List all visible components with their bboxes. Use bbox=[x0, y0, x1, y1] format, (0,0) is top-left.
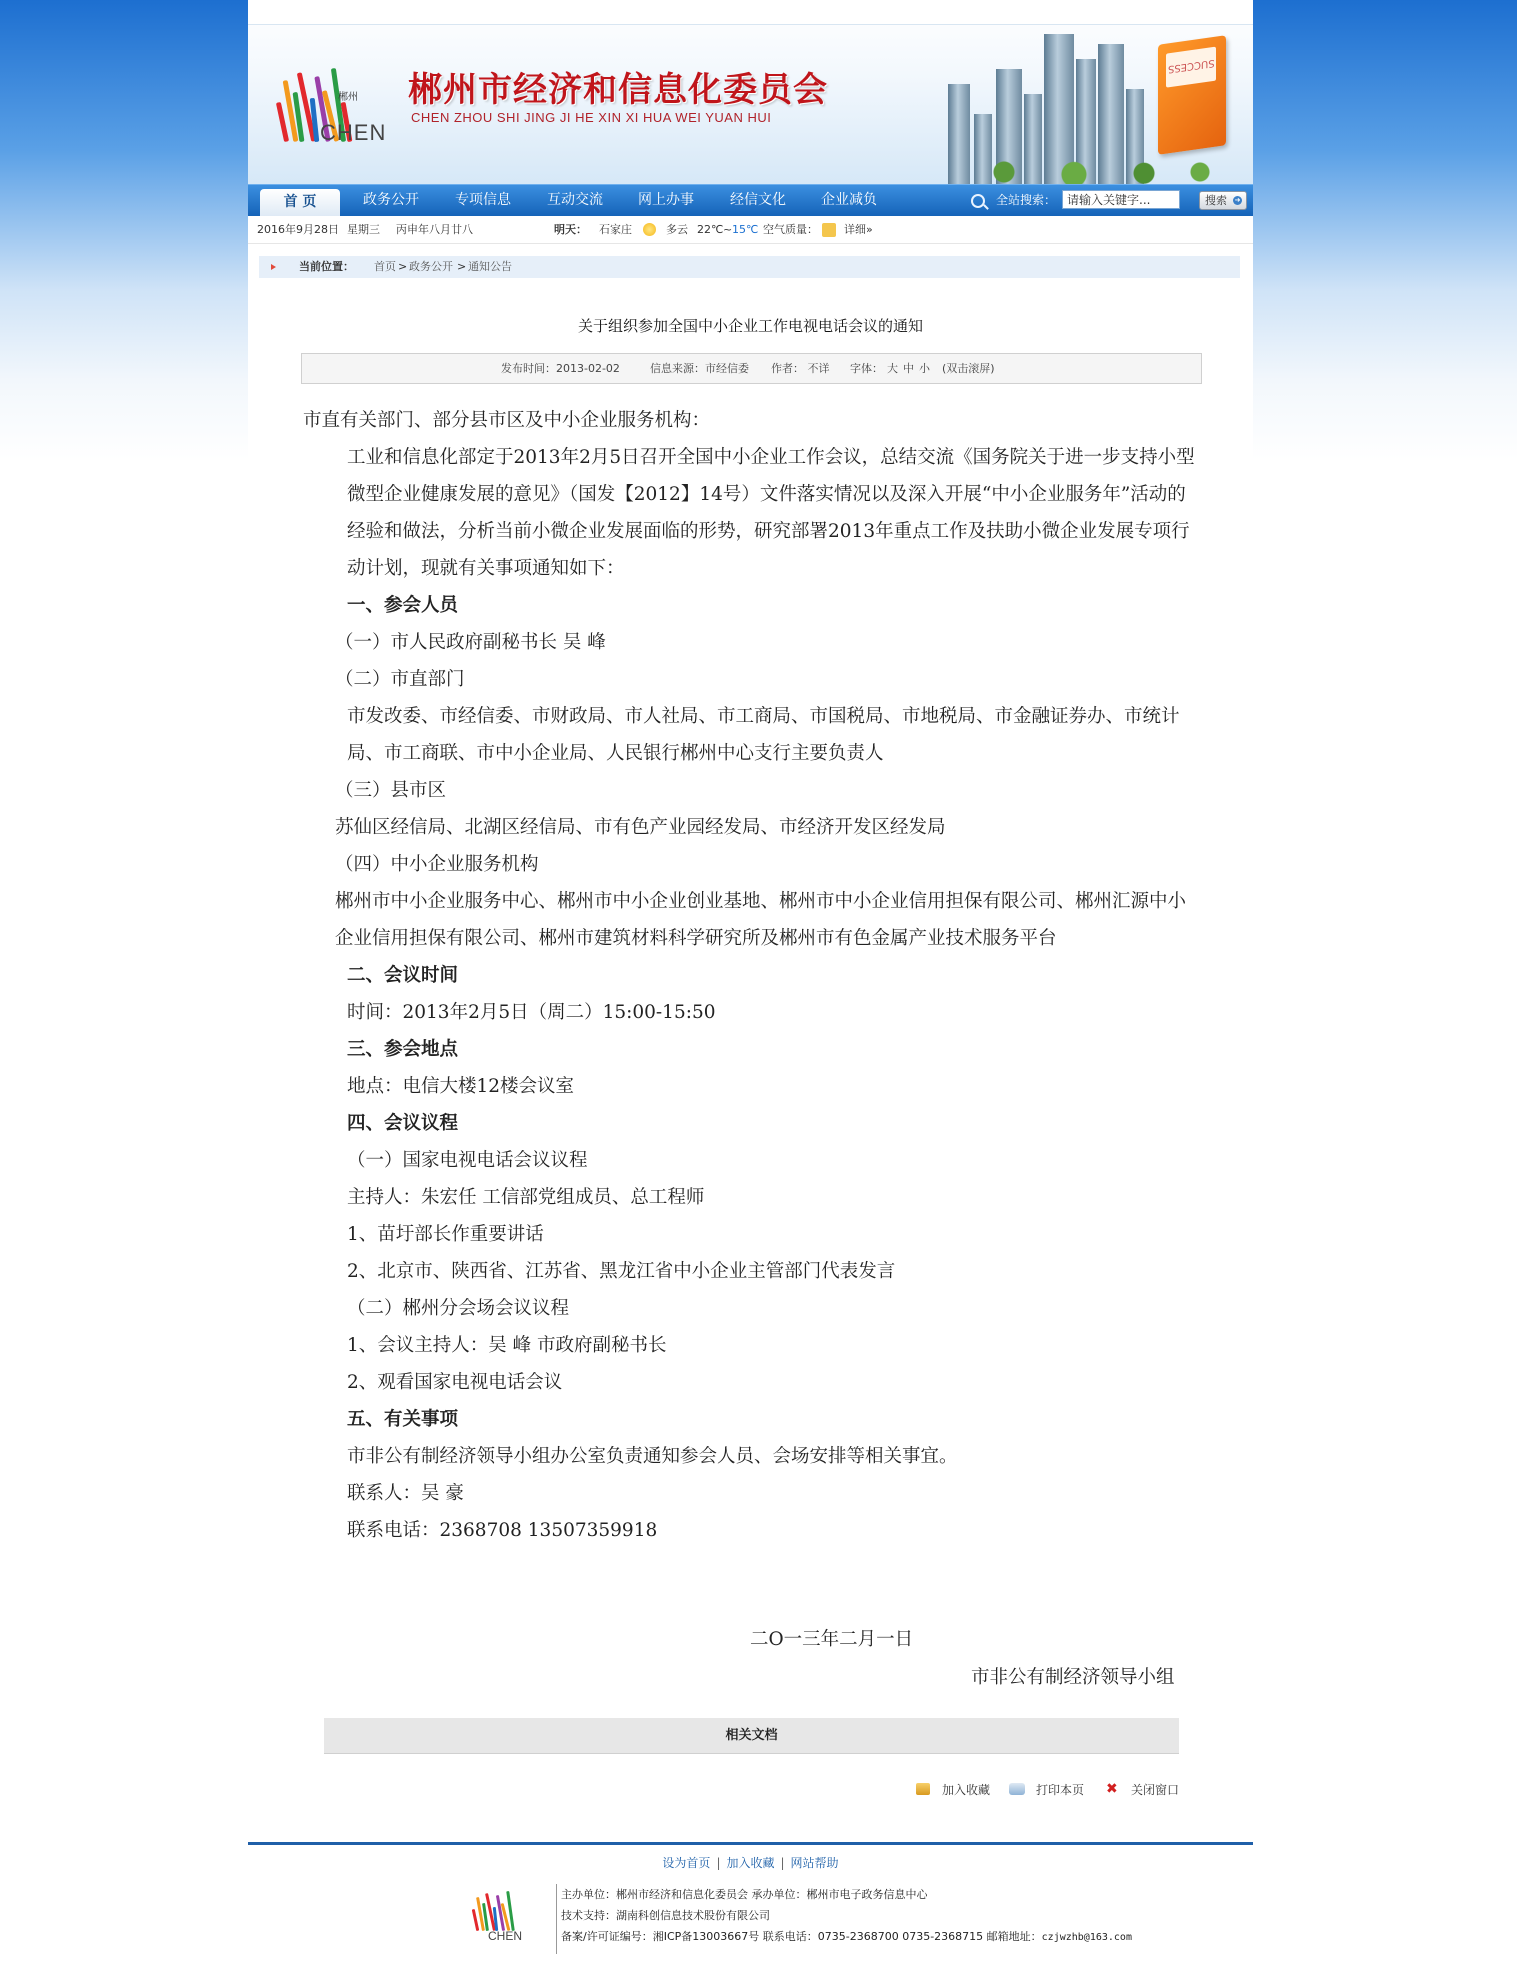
footer-sep: | bbox=[716, 1856, 721, 1870]
paragraph: 市直有关部门、部分县市区及中小企业服务机构： bbox=[303, 410, 711, 431]
paragraph: （二）郴州分会场会议议程 bbox=[347, 1298, 570, 1319]
location-pin-icon bbox=[271, 264, 276, 270]
paragraph: 联系人：吴 豪 bbox=[347, 1483, 464, 1504]
nav-item-home[interactable]: 首 页 bbox=[260, 189, 340, 216]
site-help-link[interactable]: 网站帮助 bbox=[790, 1856, 839, 1870]
section-heading: 五、有关事项 bbox=[347, 1409, 459, 1430]
paragraph: （三）县市区 bbox=[335, 780, 447, 801]
site-subtitle: CHEN ZHOU SHI JING JI HE XIN XI HUA WEI YUAN HUI bbox=[411, 110, 772, 125]
footer-logo-icon bbox=[470, 1885, 532, 1945]
paragraph: 郴州市中小企业服务中心、郴州市中小企业创业基地、郴州市中小企业信用担保有限公司、郴州汇源中小企业信用担保有限公司、郴州市建筑材料科学研究所及郴州市有色金属产业技术服务平台 bbox=[335, 891, 1187, 949]
laptop-text: SUCCESS bbox=[1168, 56, 1215, 75]
paragraph: 苏仙区经信局、北湖区经信局、市有色产业园经发局、市经济开发区经发局 bbox=[335, 817, 946, 838]
publish-date: 发布时间：2013-02-02 bbox=[501, 362, 620, 375]
article-title: 关于组织参加全国中小企业工作电视电话会议的通知 bbox=[577, 317, 923, 335]
section-heading: 一、参会人员 bbox=[347, 595, 459, 616]
set-homepage-link[interactable]: 设为首页 bbox=[662, 1856, 711, 1870]
footer-info bbox=[561, 1884, 1132, 1948]
paragraph: （四）中小企业服务机构 bbox=[335, 854, 539, 875]
info-bar bbox=[248, 216, 1253, 244]
add-favorite-button[interactable]: 加入收藏 bbox=[942, 1783, 991, 1797]
nav-item-gov-affairs[interactable]: 政务公开 bbox=[363, 192, 419, 208]
font-size-medium[interactable]: 中 bbox=[903, 362, 914, 375]
paragraph: 地点：电信大楼12楼会议室 bbox=[347, 1076, 575, 1097]
paragraph: 1、会议主持人：吴 峰 市政府副秘书长 bbox=[347, 1335, 667, 1356]
footer-sep: | bbox=[780, 1856, 785, 1870]
footer-icp-text: 备案/许可证编号：湘ICP备13003667号 联系电话：0735-2368700 0735-2368715 邮箱地址： bbox=[561, 1930, 1042, 1943]
footer-icp bbox=[561, 1926, 1132, 1948]
search-icon bbox=[971, 194, 985, 208]
air-quality-icon bbox=[822, 223, 836, 237]
paragraph: 时间：2013年2月5日（周二）15:00-15:50 bbox=[347, 1002, 716, 1023]
nav-item-special-info[interactable]: 专项信息 bbox=[455, 192, 511, 208]
top-strip bbox=[248, 0, 1253, 25]
breadcrumb bbox=[259, 256, 1240, 278]
info-source: 信息来源：市经信委 bbox=[650, 362, 749, 375]
laptop-icon bbox=[1158, 35, 1226, 155]
temp-low: 15℃ bbox=[732, 223, 759, 236]
print-button[interactable]: 打印本页 bbox=[1036, 1783, 1085, 1797]
breadcrumb-gov-affairs[interactable]: 政务公开 bbox=[409, 260, 453, 273]
paragraph: （一）国家电视电话会议议程 bbox=[347, 1150, 588, 1171]
footer-sponsor: 主办单位：郴州市经济和信息化委员会 承办单位：郴州市电子政务信息中心 bbox=[561, 1888, 928, 1901]
breadcrumb-sep: > bbox=[398, 260, 408, 273]
lunar-date: 丙申年八月廿八 bbox=[396, 223, 473, 236]
paragraph: （一）市人民政府副秘书长 吴 峰 bbox=[335, 632, 606, 653]
nav-item-online-service[interactable]: 网上办事 bbox=[638, 192, 694, 208]
section-heading: 四、会议议程 bbox=[347, 1113, 459, 1134]
double-click-scroll: (双击滚屏) bbox=[942, 362, 995, 375]
nav-item-burden-relief[interactable]: 企业减负 bbox=[821, 192, 877, 208]
author: 作者： 不详 bbox=[771, 362, 830, 375]
current-date: 2016年9月28日 bbox=[257, 223, 339, 236]
paragraph: 主持人：朱宏任 工信部党组成员、总工程师 bbox=[347, 1187, 705, 1208]
weather-detail-link[interactable]: 详细» bbox=[844, 223, 873, 236]
footer-email[interactable]: czjwzhb@163.com bbox=[1041, 1932, 1132, 1943]
logo-text-cn: 郴州 bbox=[338, 92, 358, 103]
add-favorite-link[interactable]: 加入收藏 bbox=[726, 1856, 775, 1870]
page bbox=[248, 0, 1253, 1981]
weather-city: 石家庄 bbox=[599, 223, 632, 236]
breadcrumb-notices[interactable]: 通知公告 bbox=[468, 260, 512, 273]
search-button[interactable] bbox=[1199, 191, 1247, 210]
article-meta bbox=[301, 353, 1202, 384]
close-window-button[interactable]: 关闭窗口 bbox=[1131, 1783, 1180, 1797]
breadcrumb-label: 当前位置： bbox=[299, 260, 354, 273]
print-icon bbox=[1009, 1783, 1025, 1795]
close-icon: ✖ bbox=[1106, 1781, 1118, 1797]
main-nav bbox=[248, 184, 1253, 216]
site-header bbox=[248, 0, 1253, 184]
footer-tech-support: 技术支持：湖南科创信息技术股份有限公司 bbox=[561, 1909, 770, 1922]
paragraph: 1、苗圩部长作重要讲话 bbox=[347, 1224, 544, 1245]
nav-item-interaction[interactable]: 互动交流 bbox=[547, 192, 603, 208]
sun-cloud-icon bbox=[643, 223, 656, 236]
paragraph: 联系电话：2368708 13507359918 bbox=[347, 1520, 658, 1541]
paragraph: （二）市直部门 bbox=[335, 669, 465, 690]
footer-logo-text: CHEN bbox=[488, 1929, 523, 1943]
air-quality-label: 空气质量： bbox=[763, 223, 818, 236]
footer-divider bbox=[248, 1842, 1253, 1845]
paragraph: 市非公有制经济领导小组办公室负责通知参会人员、会场安排等相关事宜。 bbox=[347, 1446, 958, 1467]
weekday: 星期三 bbox=[347, 223, 380, 236]
section-heading: 三、参会地点 bbox=[347, 1039, 459, 1060]
favorite-icon bbox=[916, 1783, 930, 1795]
trees-decoration bbox=[948, 160, 1228, 184]
nav-item-culture[interactable]: 经信文化 bbox=[730, 192, 786, 208]
search-button-label: 搜索 bbox=[1205, 194, 1227, 207]
search-label: 全站搜索： bbox=[996, 193, 1057, 207]
paragraph: 2、观看国家电视电话会议 bbox=[347, 1372, 563, 1393]
paragraph: 2、北京市、陕西省、江苏省、黑龙江省中小企业主管部门代表发言 bbox=[347, 1261, 896, 1282]
weather-desc: 多云 bbox=[666, 223, 688, 236]
article-body bbox=[303, 402, 1198, 1549]
tomorrow-label: 明天： bbox=[554, 223, 587, 236]
search-input[interactable] bbox=[1062, 190, 1180, 209]
site-title: 郴州市经济和信息化委员会 bbox=[408, 70, 828, 110]
footer-vertical-divider bbox=[556, 1884, 557, 1954]
temp-high: 22℃ bbox=[697, 223, 724, 236]
arrow-right-icon: ➜ bbox=[1234, 196, 1241, 204]
font-size-small[interactable]: 小 bbox=[919, 362, 930, 375]
breadcrumb-home[interactable]: 首页 bbox=[374, 260, 396, 273]
font-size-large[interactable]: 大 bbox=[887, 362, 898, 375]
temp-sep: ~ bbox=[723, 223, 733, 236]
footer-links bbox=[248, 1852, 1253, 1874]
signature-date: 二O一三年二月一日 bbox=[750, 1629, 914, 1650]
breadcrumb-sep: > bbox=[457, 260, 467, 273]
article-actions bbox=[248, 1778, 1253, 1802]
related-docs-header: 相关文档 bbox=[324, 1718, 1179, 1754]
paragraph: 工业和信息化部定于2013年2月5日召开全国中小企业工作会议，总结交流《国务院关于进一步支持小型微型企业健康发展的意见》（国发【2012】14号）文件落实情况以及深入开展“中小企业服务年”活动的经验和做法，分析当前小微企业发展面临的形势，研究部署2013年重点工作及扶助小微企业发展专项行动计划，现就有关事项通知如下： bbox=[347, 447, 1195, 579]
logo-text-en: CHEN bbox=[320, 120, 387, 145]
signature-org: 市非公有制经济领导小组 bbox=[971, 1667, 1175, 1688]
section-heading: 二、会议时间 bbox=[347, 965, 459, 986]
font-size-label: 字体： bbox=[850, 362, 883, 375]
paragraph: 市发改委、市经信委、市财政局、市人社局、市工商局、市国税局、市地税局、市金融证券办、市统计局、市工商联、市中小企业局、人民银行郴州中心支行主要负责人 bbox=[347, 706, 1180, 764]
